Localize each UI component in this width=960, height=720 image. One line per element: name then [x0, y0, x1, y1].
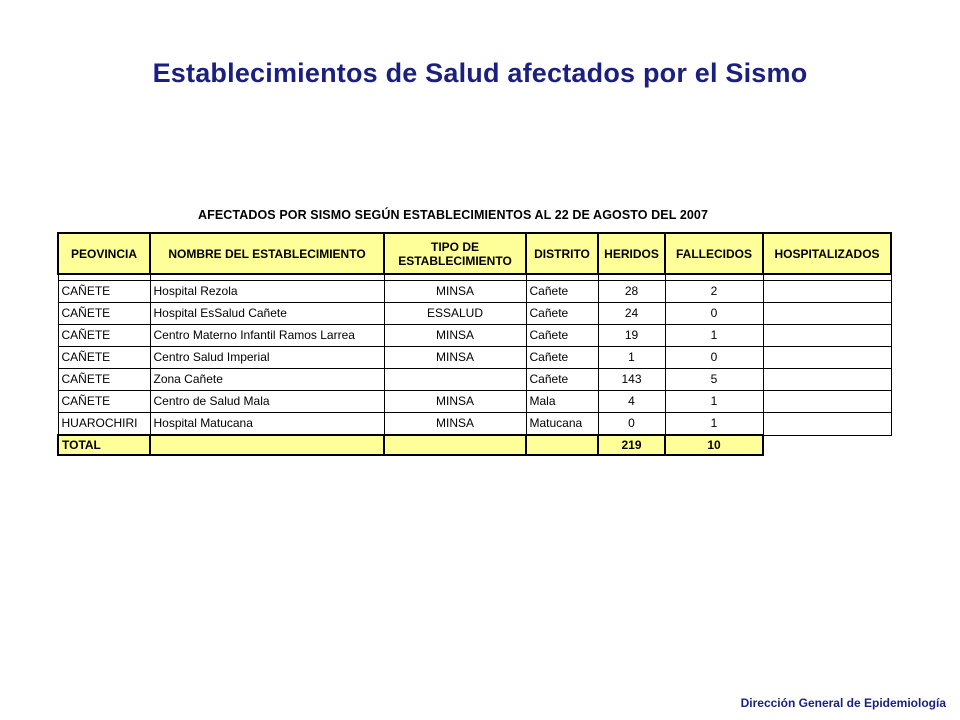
cell-distrito: Mala	[526, 391, 598, 413]
cell-fallecidos: 2	[665, 281, 763, 303]
cell-nombre: Centro de Salud Mala	[150, 391, 384, 413]
header-heridos: HERIDOS	[598, 233, 665, 274]
header-fallecidos: FALLECIDOS	[665, 233, 763, 274]
cell-heridos: 143	[598, 369, 665, 391]
cell-tipo: MINSA	[384, 325, 526, 347]
table-header-row	[58, 233, 891, 274]
cell-nombre: Zona Cañete	[150, 369, 384, 391]
table-row	[58, 281, 891, 303]
cell-hospitalizados	[763, 391, 891, 413]
table-row	[58, 325, 891, 347]
cell-heridos: 4	[598, 391, 665, 413]
cell-nombre: Hospital EsSalud Cañete	[150, 303, 384, 325]
table-row	[58, 391, 891, 413]
header-distrito: DISTRITO	[526, 233, 598, 274]
cell-distrito: Cañete	[526, 369, 598, 391]
cell-heridos: 19	[598, 325, 665, 347]
cell-provincia: CAÑETE	[58, 369, 150, 391]
cell-fallecidos: 1	[665, 391, 763, 413]
cell-nombre: Centro Materno Infantil Ramos Larrea	[150, 325, 384, 347]
cell-nombre: Hospital Rezola	[150, 281, 384, 303]
cell-provincia: HUAROCHIRI	[58, 413, 150, 436]
total-row	[58, 435, 891, 455]
cell-provincia: CAÑETE	[58, 347, 150, 369]
cell-fallecidos: 5	[665, 369, 763, 391]
page-title: Establecimientos de Salud afectados por el Sismo	[152, 58, 808, 88]
cell-heridos: 24	[598, 303, 665, 325]
table-container	[57, 232, 890, 479]
cell-hospitalizados	[763, 347, 891, 369]
cell-hospitalizados	[763, 303, 891, 325]
cell-tipo: MINSA	[384, 413, 526, 436]
table-caption: AFECTADOS POR SISMO SEGÚN ESTABLECIMIENTOS AL 22 DE AGOSTO DEL 2007	[198, 208, 709, 222]
cell-provincia: CAÑETE	[58, 303, 150, 325]
cell-hospitalizados	[763, 369, 891, 391]
cell-fallecidos: 0	[665, 303, 763, 325]
cell-hospitalizados	[763, 281, 891, 303]
total-fallecidos: 10	[665, 435, 763, 455]
cell-nombre: Hospital Matucana	[150, 413, 384, 436]
total-empty-cell	[526, 435, 598, 455]
cell-provincia: CAÑETE	[58, 325, 150, 347]
cell-fallecidos: 0	[665, 347, 763, 369]
cell-hospitalizados	[763, 413, 891, 436]
table-row	[58, 303, 891, 325]
cell-heridos: 28	[598, 281, 665, 303]
header-nombre: NOMBRE DEL ESTABLECIMIENTO	[150, 233, 384, 274]
footer-credit: Dirección General de Epidemiología	[740, 696, 946, 710]
cell-distrito: Cañete	[526, 303, 598, 325]
cell-distrito: Cañete	[526, 325, 598, 347]
total-heridos: 219	[598, 435, 665, 455]
cell-distrito: Cañete	[526, 347, 598, 369]
total-label: TOTAL	[58, 435, 150, 455]
affected-facilities-table	[57, 232, 892, 456]
total-empty-cell	[763, 435, 891, 455]
cell-tipo: ESSALUD	[384, 303, 526, 325]
cell-heridos: 1	[598, 347, 665, 369]
total-empty-cell	[150, 435, 384, 455]
total-empty-cell	[384, 435, 526, 455]
header-hospitalizados: HOSPITALIZADOS	[763, 233, 891, 274]
cell-fallecidos: 1	[665, 325, 763, 347]
cell-tipo: MINSA	[384, 281, 526, 303]
cell-hospitalizados	[763, 325, 891, 347]
cell-provincia: CAÑETE	[58, 391, 150, 413]
cell-distrito: Matucana	[526, 413, 598, 436]
cell-tipo: MINSA	[384, 391, 526, 413]
table-row	[58, 413, 891, 436]
cell-provincia: CAÑETE	[58, 281, 150, 303]
cell-nombre: Centro Salud Imperial	[150, 347, 384, 369]
table-row	[58, 347, 891, 369]
header-provincia: PEOVINCIA	[58, 233, 150, 274]
table-row	[58, 369, 891, 391]
cell-tipo	[384, 369, 526, 391]
cell-distrito: Cañete	[526, 281, 598, 303]
header-tipo	[384, 233, 526, 274]
cell-fallecidos: 1	[665, 413, 763, 436]
cell-tipo: MINSA	[384, 347, 526, 369]
header-tipo-text: TIPO DE ESTABLECIMIENTO	[398, 239, 512, 268]
cell-heridos: 0	[598, 413, 665, 436]
